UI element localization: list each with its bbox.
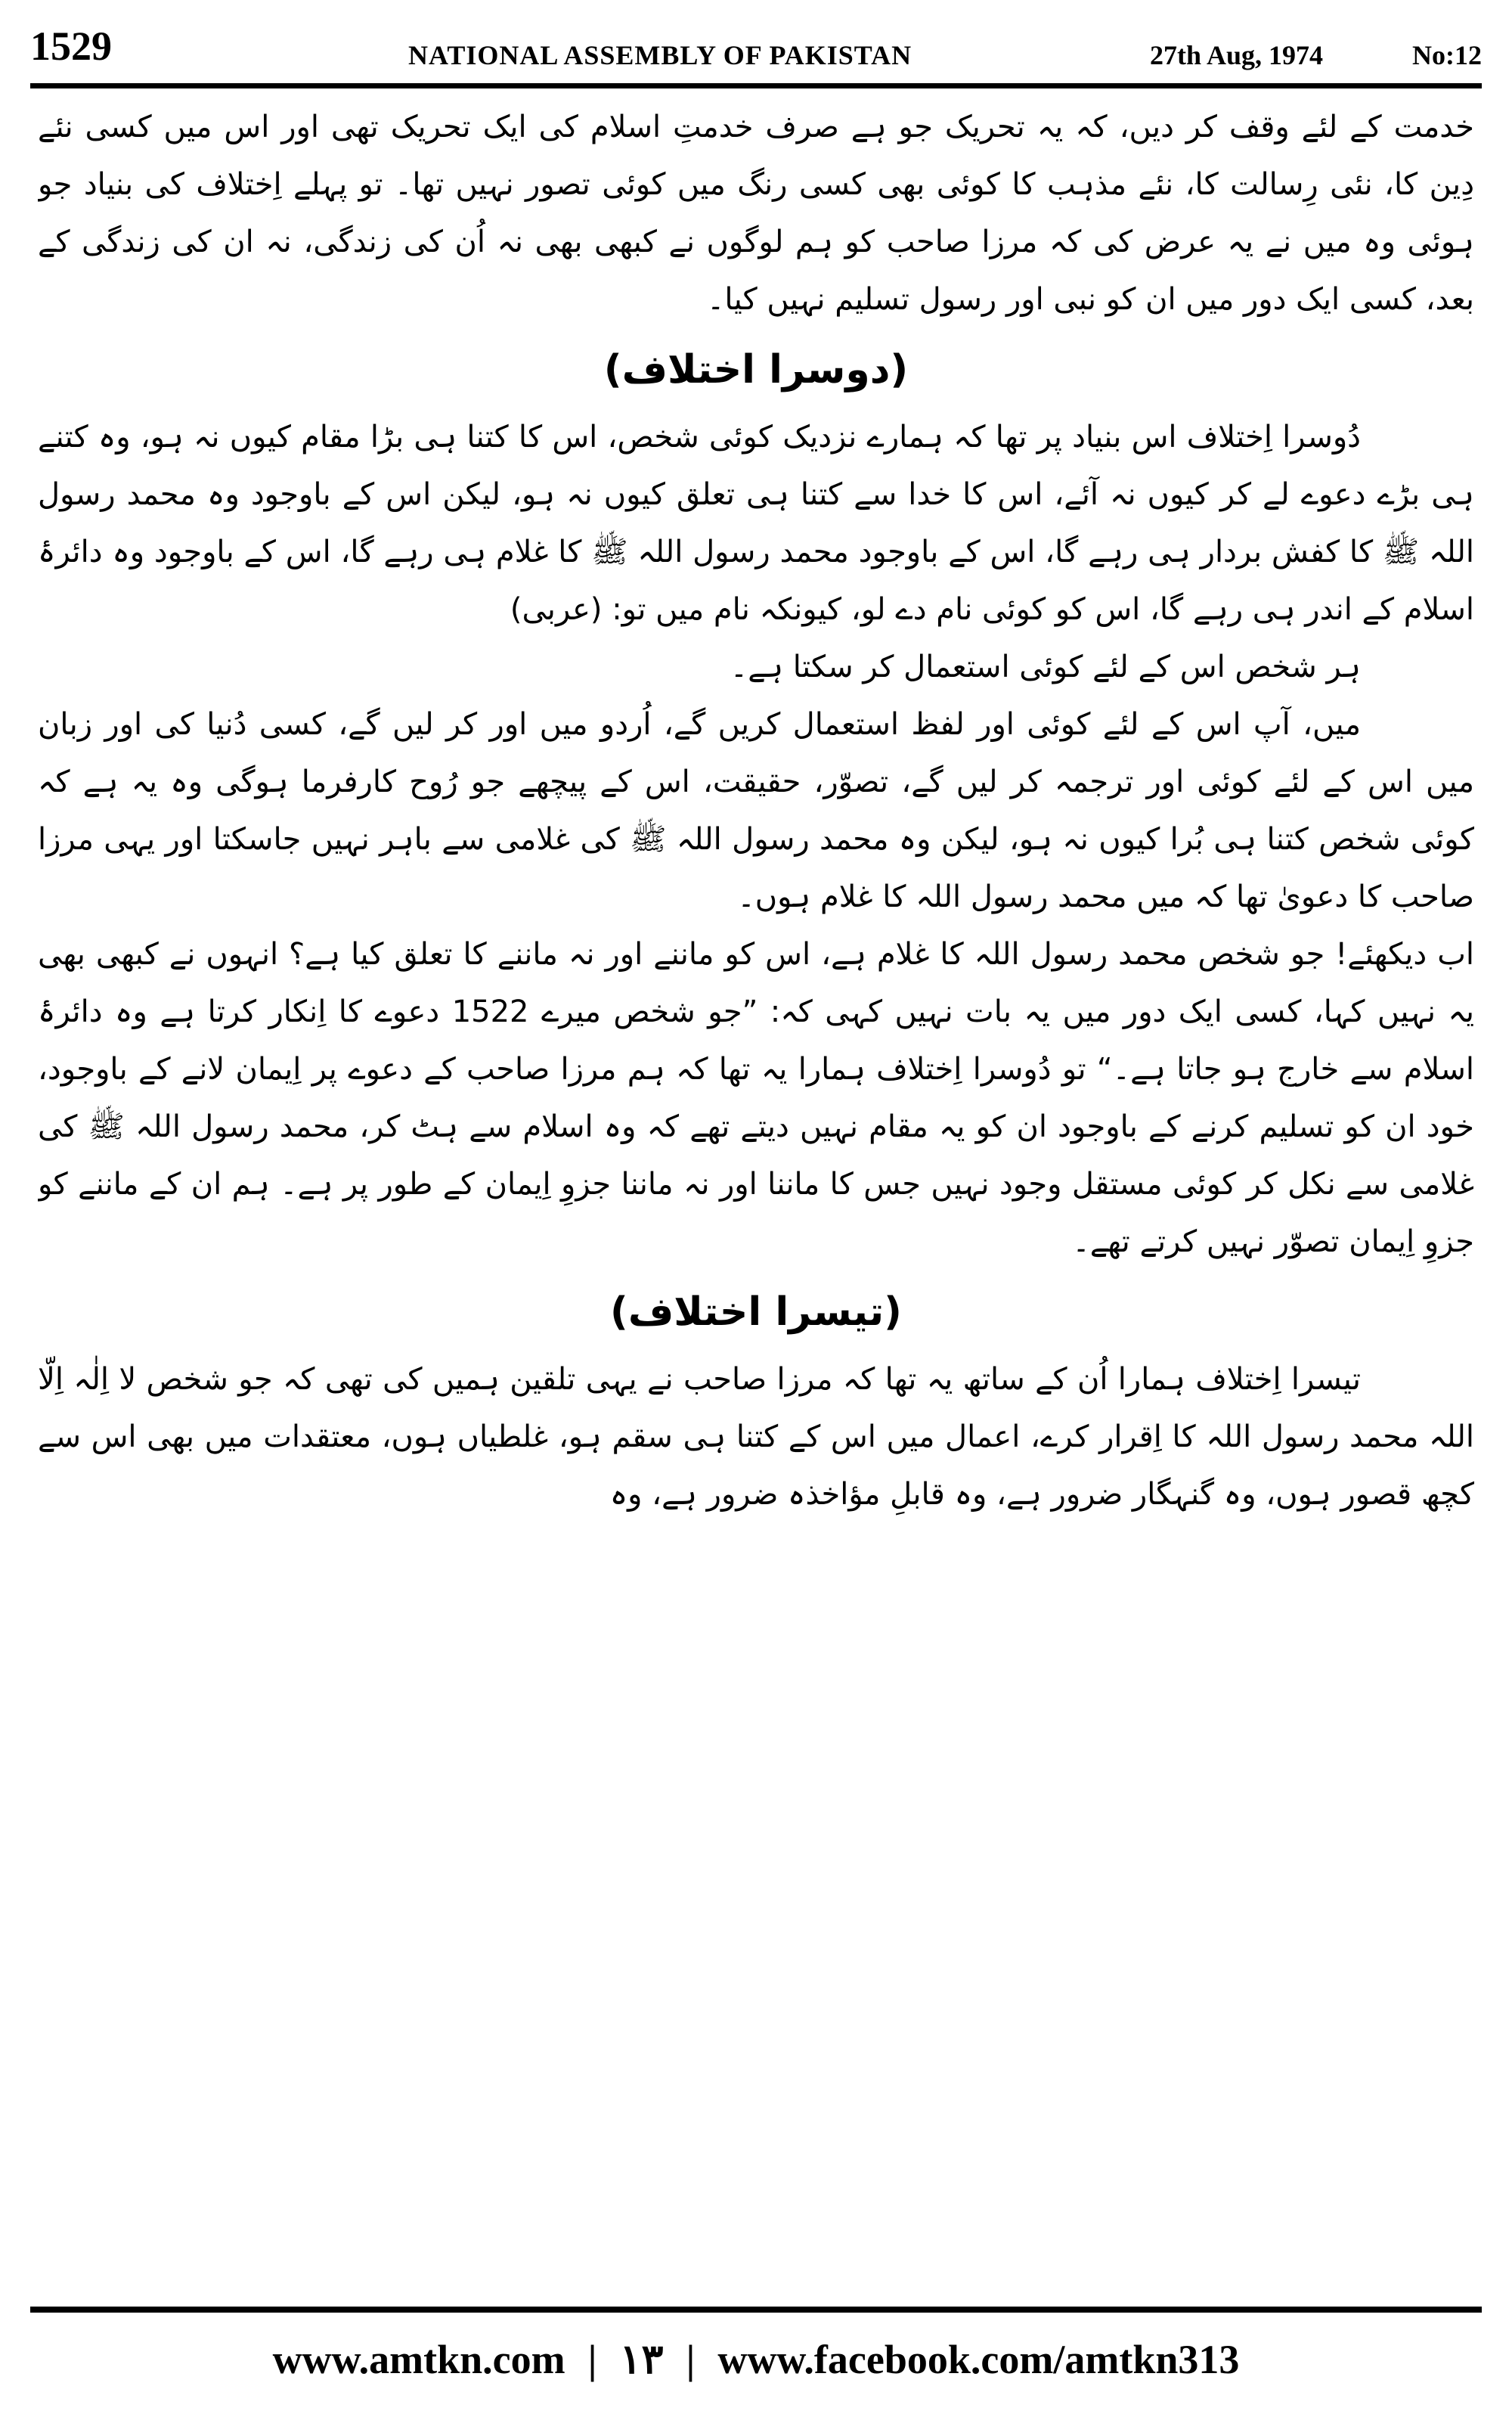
running-title: NATIONAL ASSEMBLY OF PAKISTAN: [408, 40, 912, 70]
paragraph-2: دُوسرا اِختلاف اس بنیاد پر تھا کہ ہمارے نزدیک کوئی شخص، اس کا کتنا ہی بڑا مقام کیوں نہ ہو، وہ کتنے ہی بڑے دعوے لے کر کیوں نہ آئے، اس کا خدا سے کتنا ہی تعلق کیوں نہ ہو، لیکن اس کے باوجود وہ محمد رسول اللہ ﷺ کا کفش بردار ہی رہے گا، اس کے باوجود محمد رسول اللہ ﷺ کا غلام ہی رہے گا، اس کے باوجود وہ دائرۂ اسلام کے اندر ہی رہے گا، اس کو کوئی نام دے لو، کیونکہ نام میں تو: (عربی): [38, 420, 1474, 627]
section-heading-third-difference: (تیسرا اختلاف): [610, 1289, 902, 1335]
document-body: [38, 98, 1474, 2276]
paragraph-1: خدمت کے لئے وقف کر دیں، کہ یہ تحریک جو ہے صرف خدمتِ اسلام کی ایک تحریک تھی اور اس میں کسی نئے دِین کا، نئی رِسالت کا، نئے مذہب کا کوئی بھی کسی رنگ میں کوئی تصور نہیں تھا۔ تو پہلے اِختلاف کی بنیاد جو ہوئی وہ میں نے یہ عرض کی کہ مرزا صاحب کو ہم لوگوں نے کبھی بھی نہ اُن کی زندگی، نہ ان کی زندگی کے بعد، کسی ایک دور میں ان کو نبی اور رسول تسلیم نہیں کیا۔: [38, 110, 1474, 317]
footer-row: [30, 2335, 1482, 2383]
footer-website-link[interactable]: www.amtkn.com: [272, 2336, 565, 2382]
footer-rule: [30, 2307, 1482, 2313]
page-header: [30, 23, 1482, 83]
page-footer: [30, 2307, 1482, 2397]
paragraph-6: تیسرا اِختلاف ہمارا اُن کے ساتھ یہ تھا کہ مرزا صاحب نے یہی تلقین ہمیں کی تھی کہ جو شخص لا اِلٰہ اِلّا اللہ محمد رسول اللہ کا اِقرار کرے، اعمال میں اس کے کتنا ہی سقم ہو، غلطیاں ہوں، معتقدات میں بھی اس سے کچھ قصور ہوں، وہ گنہگار ضرور ہے، وہ قابلِ مؤاخذہ ضرور ہے، وہ: [38, 1362, 1474, 1512]
footer-separator: |: [587, 2336, 597, 2382]
section-heading-second-difference: (دوسرا اختلاف): [603, 347, 909, 392]
footer-separator: |: [686, 2336, 696, 2382]
sitting-number: No:12: [1412, 40, 1482, 70]
paragraph-3: ہر شخص اس کے لئے کوئی استعمال کر سکتا ہے۔: [730, 650, 1361, 684]
header-rule: [30, 83, 1482, 88]
paragraph-5: اب دیکھئے! جو شخص محمد رسول اللہ کا غلام ہے، اس کو ماننے اور نہ ماننے کا تعلق کیا ہے؟ انہوں نے کبھی بھی یہ نہیں کہا، کسی ایک دور میں یہ بات نہیں کہی کہ: ”جو شخص میرے 1522 دعوے کا اِنکار کرتا ہے وہ دائرۂ اسلام سے خارج ہو جاتا ہے۔“ تو دُوسرا اِختلاف ہمارا یہ تھا کہ ہم مرزا صاحب کے دعوے پر اِیمان لانے کے باوجود، خود ان کو تسلیم کرنے کے باوجود ان کو یہ مقام نہیں دیتے تھے کہ وہ اسلام سے ہٹ کر، محمد رسول اللہ ﷺ کی غلامی سے نکل کر کوئی مستقل وجود نہیں جس کا ماننا اور نہ ماننا جزوِ اِیمان کے طور پر ہے۔ ہم ان کے ماننے کو جزوِ اِیمان تصوّر نہیں کرتے تھے۔: [38, 937, 1474, 1259]
footer-local-page-number: ۱۳: [619, 2337, 664, 2382]
session-date: 27th Aug, 1974: [1149, 40, 1323, 70]
footer-facebook-link[interactable]: www.facebook.com/amtkn313: [717, 2336, 1240, 2382]
paragraph-4: میں، آپ اس کے لئے کوئی اور لفظ استعمال کریں گے، اُردو میں اور کر لیں گے، کسی دُنیا کی اور زبان میں اس کے لئے کوئی اور ترجمہ کر لیں گے، تصوّر، حقیقت، اس کے پیچھے جو رُوح کارفرما ہوگی وہ یہ ہے کہ کوئی شخص کتنا ہی بُرا کیوں نہ ہو، لیکن وہ محمد رسول اللہ ﷺ کی غلامی سے باہر نہیں جاسکتا اور یہی مرزا صاحب کا دعویٰ تھا کہ میں محمد رسول اللہ کا غلام ہوں۔: [38, 707, 1474, 914]
page-number: 1529: [30, 23, 112, 69]
